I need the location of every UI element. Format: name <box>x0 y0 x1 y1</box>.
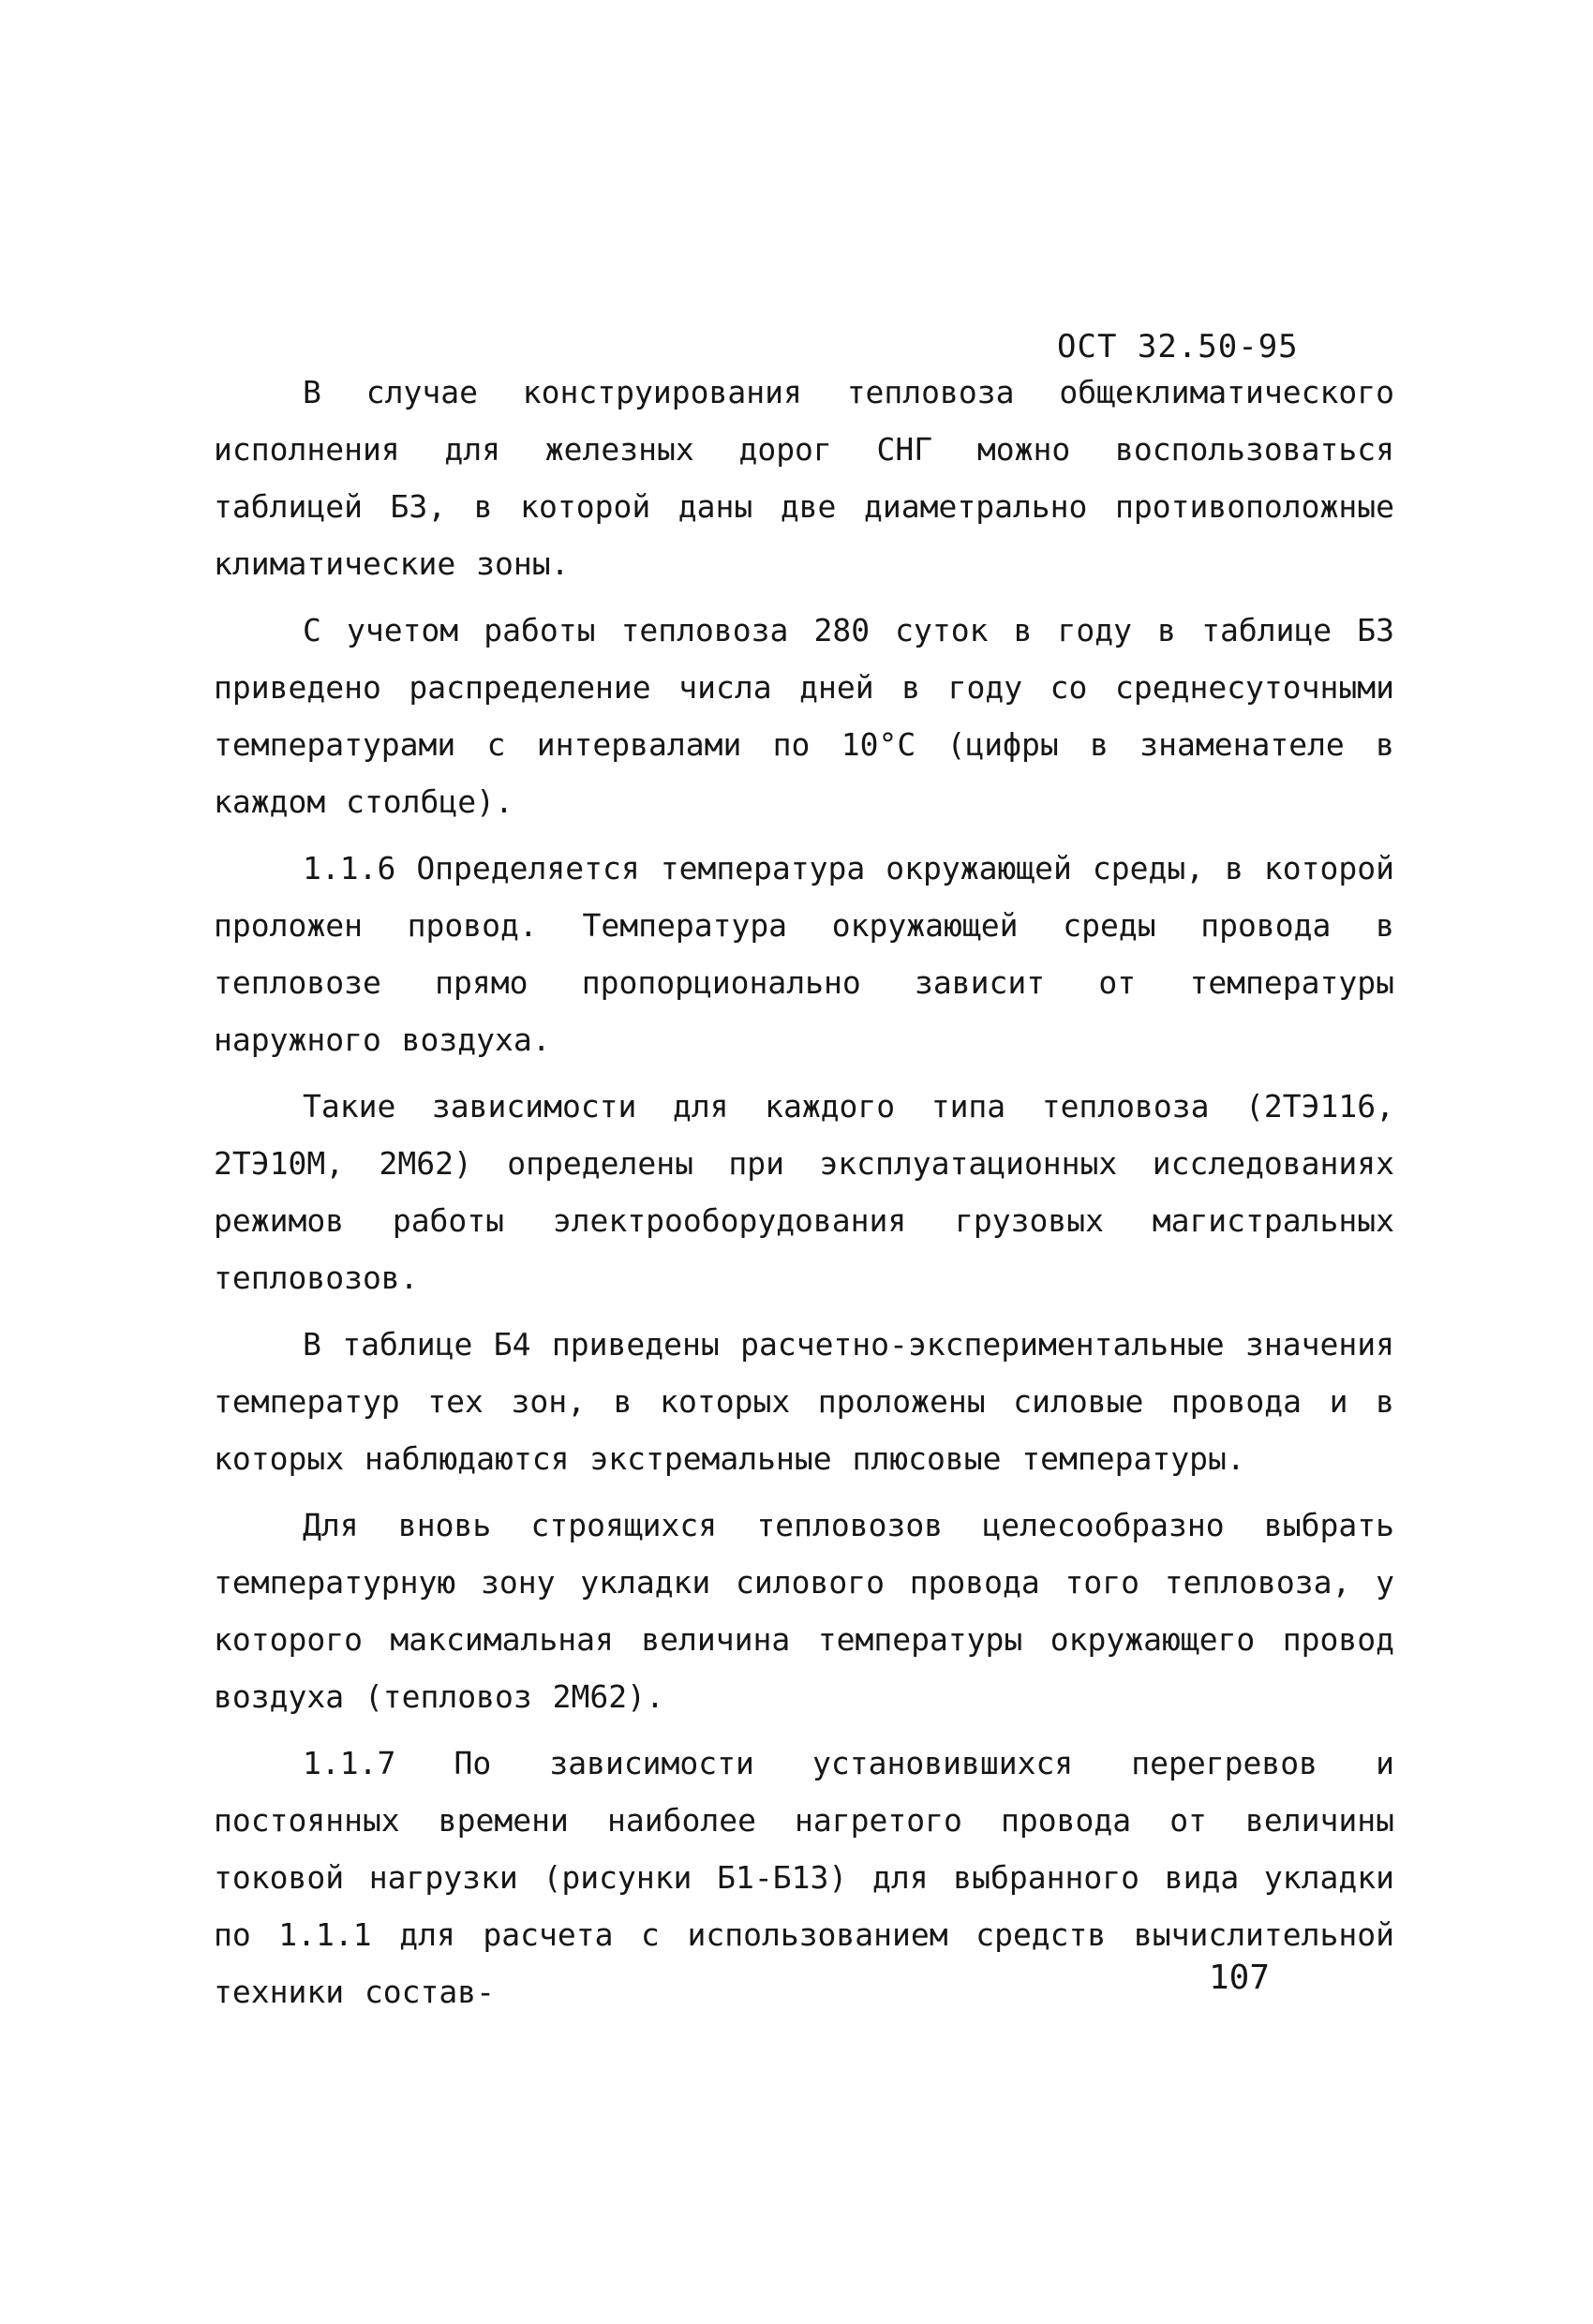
paragraph-table-b3-intro: В случае конструирования тепловоза общеклиматического исполнения для железных дорог СНГ можно воспользоваться таблицей Б3, в которой даны две диаметрально противоположные климатические зоны. <box>214 374 1394 582</box>
page-number: 107 <box>1209 1959 1271 1997</box>
paragraph-days-distribution: С учетом работы тепловоза 280 суток в году в таблице Б3 приведено распределение числа дней в году со среднесуточными температурами с интервалами по 10°С (цифры в знаменателе в каждом столбце). <box>214 612 1394 820</box>
body-text <box>214 364 1394 2020</box>
paragraph-clause-1-1-6: 1.1.6 Определяется температура окружающей среды, в которой проложен провод. Температура окружающей среды провода в тепловозе прямо пропорционально зависит от температуры наружного воздуха. <box>214 850 1394 1058</box>
paragraph-locomotive-dependencies: Такие зависимости для каждого типа тепловоза (2ТЭ116, 2ТЭ10М, 2М62) определены при эксплуатационных исследованиях режимов работы электрооборудования грузовых магистральных тепловозов. <box>214 1088 1394 1296</box>
paragraph-new-locomotives: Для вновь строящихся тепловозов целесообразно выбрать температурную зону укладки силового провода того тепловоза, у которого максимальная величина температуры окружающего провод воздуха (тепловоз 2М62). <box>214 1507 1394 1715</box>
paragraph-table-b4: В таблице Б4 приведены расчетно-экспериментальные значения температур тех зон, в которых проложены силовые провода и в которых наблюдаются экстремальные плюсовые температуры. <box>214 1326 1394 1477</box>
document-code: ОСТ 32.50-95 <box>1057 328 1299 365</box>
paragraph-clause-1-1-7: 1.1.7 По зависимости установившихся перегревов и постоянных времени наиболее нагретого провода от величины токовой нагрузки (рисунки Б1-Б13) для выбранного вида укладки по 1.1.1 для расчета с использованием средств вычислительной техники состав- <box>214 1745 1394 2010</box>
